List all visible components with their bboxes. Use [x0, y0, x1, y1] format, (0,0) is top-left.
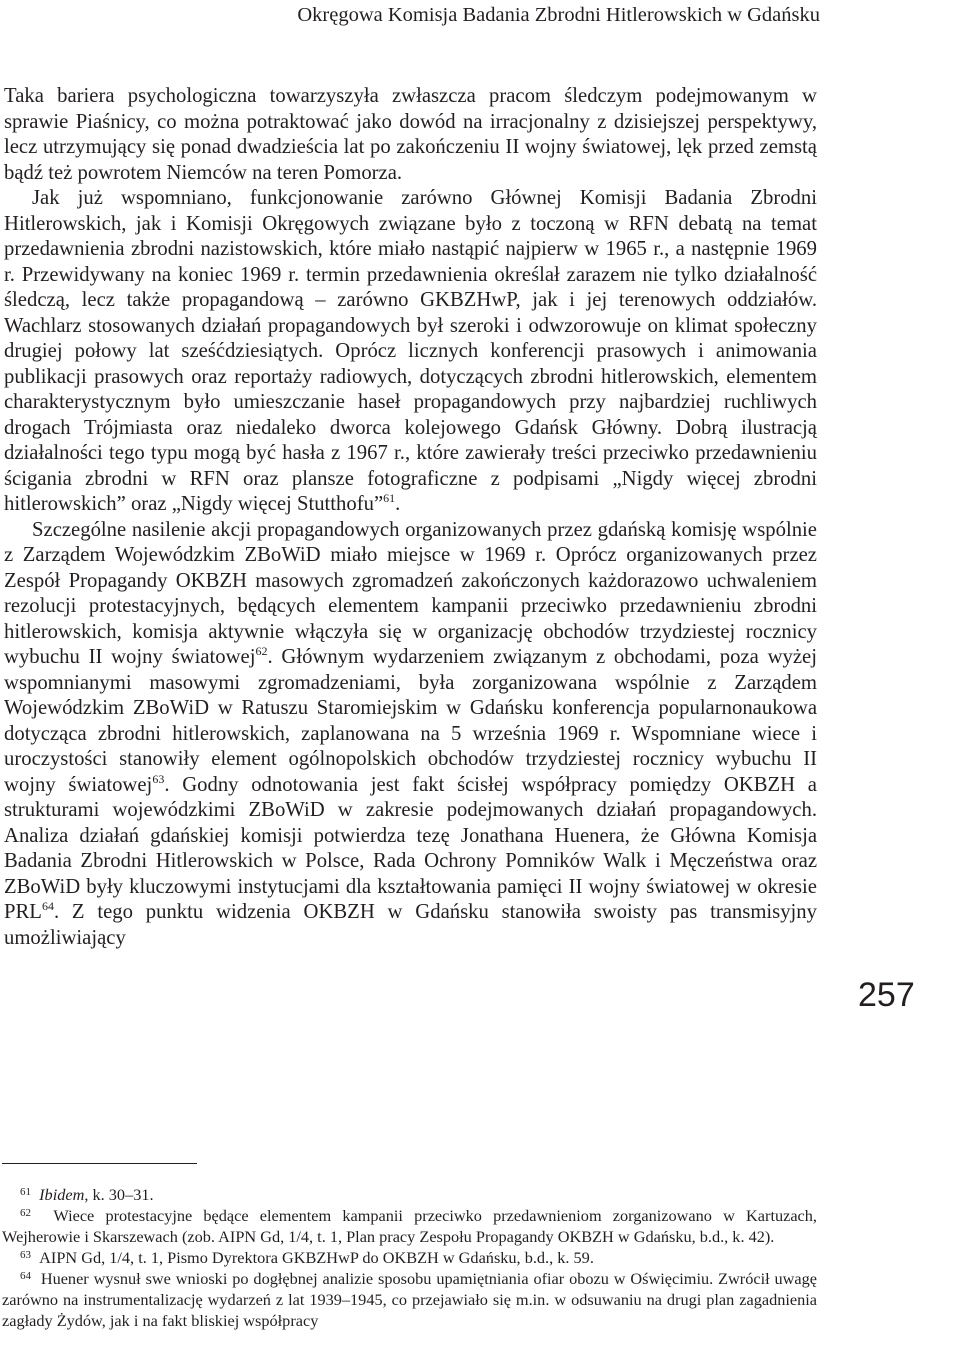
footnote-text: Wiece protestacyjne będące elementem kampanii przeciwko przedawnieniom zorganizowano w Kartuzach, Wejherowie i Skarszewach (zob. AIPN Gd, 1/4, t. 1, Plan pracy Zespołu Propagandy OKBZH w Gdańsku, b.d., k. 42).: [2, 1206, 817, 1246]
main-text: [4, 84, 817, 951]
footnote-number: 64: [20, 1270, 31, 1282]
paragraph-2-text: Jak już wspomniano, funkcjonowanie zarówno Głównej Komisji Badania Zbrodni Hitlerowskich, jak i Komisji Okręgowych związane było z toczoną w RFN debatą na temat przedawnienia zbrodni nazistowskich, które miało nastąpić najpierw w 1965 r., a następnie 1969 r. Przewidywany na koniec 1969 r. termin przedawnienia określał zarazem nie tylko działalność śledczą, lecz także propagandową – zarówno GKBZHwP, jak i jej terenowych oddziałów. Wachlarz stosowanych działań propagandowych był szeroki i odwzorowuje on klimat społeczny drugiej połowy lat sześćdziesiątych. Oprócz licznych konferencji prasowych i animowania publikacji prasowych oraz reportaży radiowych, dotyczących zbrodni hitlerowskich, elementem charakterystycznym było umieszczanie haseł propagandowych przy najbardziej ruchliwych drogach Trójmiasta oraz niedaleko dworca kolejowego Gdańsk Główny. Dobrą ilustracją działalności tego typu mogą być hasła z 1967 r., które zawierały treści przeciwko przedawnieniu ścigania zbrodni w RFN oraz plansze fotograficzne z podpisami „Nigdy więcej zbrodni hitlerowskich” oraz „Nigdy więcej Stutthofu”: [4, 187, 817, 515]
footnote-text: AIPN Gd, 1/4, t. 1, Pismo Dyrektora GKBZHwP do OKBZH w Gdańsku, b.d., k. 59.: [39, 1248, 594, 1267]
footnote-ref-62[interactable]: 62: [255, 644, 268, 658]
footnote-ref-61[interactable]: 61: [383, 491, 396, 505]
footnote-number: 62: [20, 1207, 31, 1219]
footnote-63: [2, 1247, 817, 1268]
page-number: 257: [858, 976, 915, 1014]
footnote-text: Huener wysnuł swe wnioski po dogłębnej analizie sposobu upamiętniania ofiar obozu w Oświęcimiu. Zwrócił uwagę zarówno na instrumentalizację wydarzeń z lat 1939–1945, co przejawiało się m.in. w odsuwaniu na drugi plan zagadnienia zagłady Żydów, jak i na fakt bliskiej współpracy: [2, 1269, 818, 1330]
footnote-ref-63[interactable]: 63: [152, 771, 165, 786]
footnote-62: [2, 1205, 817, 1247]
paragraph-2-end: .: [395, 493, 401, 515]
footnote-ref-64[interactable]: 64: [41, 899, 54, 913]
footnote-italic: Ibidem: [39, 1185, 85, 1204]
footnotes: [2, 1184, 817, 1331]
paragraph-3: [4, 518, 817, 952]
footnote-number: 61: [20, 1186, 31, 1198]
paragraph-2: [4, 186, 817, 518]
footnote-number: 63: [20, 1249, 31, 1261]
paragraph-3-text-a: Szczególne nasilenie akcji propagandowych organizowanych przez gdańską komisję wspólnie z Zarządem Wojewódzkim ZBoWiD miało miejsce w 1969 r. Oprócz organizowanych przez Zespół Propagandy OKBZH masowych zgromadzeń zakończonych każdorazowo uchwaleniem rezolucji protestacyjnych, będących elementem kampanii przeciwko przedawnieniu zbrodni hitlerowskich, komisja aktywnie włączyła się w organizację obchodów trzydziestej rocznicy wybuchu II wojny światowej: [4, 518, 817, 668]
footnote-text: , k. 30–31.: [84, 1185, 154, 1204]
running-head: Okręgowa Komisja Badania Zbrodni Hitlerowskich w Gdańsku: [297, 4, 820, 26]
paragraph-1: Taka bariera psychologiczna towarzyszyła zwłaszcza pracom śledczym podejmowanym w sprawie Piaśnicy, co można potraktować jako dowód na irracjonalny z dzisiejszej perspektywy, lecz utrzymujący się ponad dwadzieścia lat po zakończeniu II wojny światowej, lęk przed zemstą bądź też powrotem Niemców na teren Pomorza.: [4, 85, 817, 184]
footnote-64: [2, 1268, 817, 1331]
paragraph-3-text-c: . Godny odnotowania jest fakt ścisłej współpracy pomiędzy OKBZH a strukturami wojewódzkimi ZBoWiD w zakresie podejmowanych działań propagandowych. Analiza działań gdańskiej komisji potwierdza tezę Jonathana Huenera, że Główna Komisja Badania Zbrodni Hitlerowskich w Polsce, Rada Ochrony Pomników Walk i Męczeństwa oraz ZBoWiD były kluczowymi instytucjami dla kształtowania pamięci II wojny światowej w okresie PRL: [4, 773, 817, 923]
paragraph-3-text-d: . Z tego punktu widzenia OKBZH w Gdańsku stanowiła swoisty pas transmisyjny umożliwiający: [4, 901, 817, 949]
footnote-separator: [2, 1163, 197, 1164]
paragraph-3-text-b: . Głównym wydarzeniem związanym z obchodami, poza wyżej wspomnianymi masowymi zgromadzeniami, była zorganizowana wspólnie z Zarządem Wojewódzkim ZBoWiD w Ratuszu Staromiejskim w Gdańsku konferencja popularnonaukowa dotycząca zbrodni hitlerowskich, zaplanowana na 5 września 1969 r. Wspomniane wiece i uroczystości stanowiły element ogólnopolskich obchodów trzydziestej rocznicy wybuchu II wojny światowej: [4, 646, 817, 796]
footnote-61: [2, 1184, 817, 1205]
